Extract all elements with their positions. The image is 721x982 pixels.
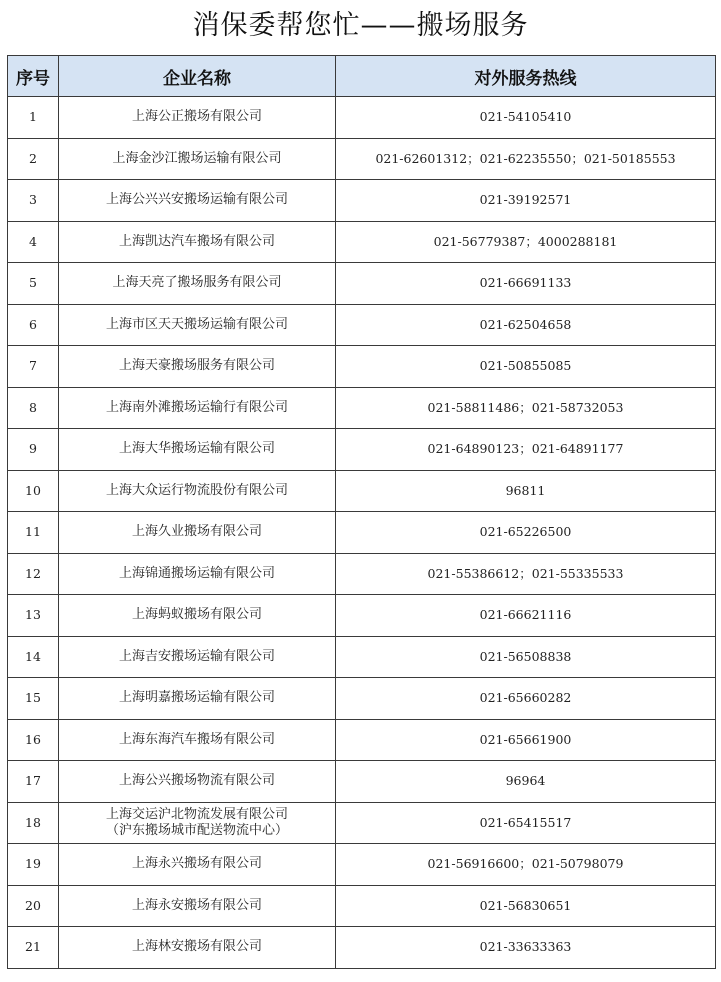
table-row [8,595,716,637]
row-service-hotline: 021-65660282 [336,678,716,720]
row-service-hotline: 021-65226500 [336,512,716,554]
row-service-hotline: 021-56508838 [336,636,716,678]
table-row [8,553,716,595]
row-serial-number: 13 [8,595,59,637]
row-service-hotline: 96811 [336,470,716,512]
row-service-hotline: 021-65415517 [336,802,716,844]
row-company-name: 上海大众运行物流股份有限公司 [105,482,288,498]
row-company-name-cell [59,885,336,927]
row-company-name-cell [59,719,336,761]
row-company-name-cell [59,221,336,263]
row-service-hotline: 021-56830651 [336,885,716,927]
table-row [8,221,716,263]
row-company-name: 上海公兴兴安搬场运输有限公司 [105,192,288,208]
table-body [8,97,716,969]
table-row [8,97,716,139]
row-service-hotline: 021-33633363 [336,927,716,969]
row-company-name-cell [59,180,336,222]
table-row [8,678,716,720]
row-company-name: 上海大华搬场运输有限公司 [118,441,275,457]
row-company-name: 上海金沙江搬场运输有限公司 [112,150,282,166]
row-company-name: 上海吉安搬场运输有限公司 [118,648,275,664]
row-company-name-cell [59,263,336,305]
table-row [8,636,716,678]
row-service-hotline: 021-56916600；021-50798079 [336,844,716,886]
row-serial-number: 4 [8,221,59,263]
row-company-name-cell [59,761,336,803]
table-row [8,761,716,803]
table-row [8,346,716,388]
table-row [8,304,716,346]
row-company-name-cell [59,678,336,720]
row-company-name-cell [59,512,336,554]
row-company-name: 上海东海汽车搬场有限公司 [118,731,275,747]
table-row [8,927,716,969]
row-company-name: 上海永兴搬场有限公司 [131,856,262,872]
row-serial-number: 5 [8,263,59,305]
row-company-name: 上海凯达汽车搬场有限公司 [118,233,275,249]
row-service-hotline: 021-39192571 [336,180,716,222]
row-company-name-cell [59,387,336,429]
table-row [8,387,716,429]
row-serial-number: 21 [8,927,59,969]
table-row [8,512,716,554]
table-row [8,719,716,761]
row-company-name: 上海明嘉搬场运输有限公司 [118,690,275,706]
header-row [8,56,716,97]
row-serial-number: 12 [8,553,59,595]
row-company-name: 上海公兴搬场物流有限公司 [118,773,275,789]
row-service-hotline: 021-65661900 [336,719,716,761]
row-company-name-cell [59,802,336,844]
row-company-name-cell [59,927,336,969]
row-service-hotline: 021-58811486；021-58732053 [336,387,716,429]
row-serial-number: 8 [8,387,59,429]
row-company-name: 上海天豪搬场服务有限公司 [118,358,275,374]
row-company-name-cell [59,304,336,346]
row-serial-number: 18 [8,802,59,844]
row-company-name: 上海天亮了搬场服务有限公司 [112,275,282,291]
page-title: 消保委帮您忙——搬场服务 [192,10,529,41]
row-service-hotline: 96964 [336,761,716,803]
row-service-hotline: 021-66621116 [336,595,716,637]
row-serial-number: 9 [8,429,59,471]
row-serial-number: 2 [8,138,59,180]
row-company-name-cell [59,97,336,139]
table-row [8,885,716,927]
row-service-hotline: 021-55386612；021-55335533 [336,553,716,595]
row-serial-number: 20 [8,885,59,927]
table-row [8,802,716,844]
row-serial-number: 7 [8,346,59,388]
row-serial-number: 15 [8,678,59,720]
row-service-hotline: 021-54105410 [336,97,716,139]
row-serial-number: 3 [8,180,59,222]
row-company-name: 上海锦通搬场运输有限公司 [118,565,275,581]
table-row [8,844,716,886]
header-serial-number: 序号 [8,56,59,97]
row-company-name: 上海永安搬场有限公司 [131,897,262,913]
row-service-hotline: 021-62601312；021-62235550；021-50185553 [336,138,716,180]
row-serial-number: 17 [8,761,59,803]
row-company-name: 上海公正搬场有限公司 [131,109,262,125]
row-serial-number: 10 [8,470,59,512]
row-service-hotline: 021-56779387；4000288181 [336,221,716,263]
moving-companies-table [7,55,716,969]
row-company-name-cell [59,138,336,180]
row-company-name: 上海林安搬场有限公司 [131,939,262,955]
header-company-name: 企业名称 [59,56,336,97]
row-service-hotline: 021-66691133 [336,263,716,305]
row-serial-number: 16 [8,719,59,761]
table-row [8,180,716,222]
row-company-name: 上海南外滩搬场运输行有限公司 [105,399,288,415]
row-company-name: 上海市区天天搬场运输有限公司 [105,316,288,332]
row-company-name-cell [59,553,336,595]
row-company-name-cell [59,595,336,637]
row-service-hotline: 021-50855085 [336,346,716,388]
table-row [8,470,716,512]
row-serial-number: 19 [8,844,59,886]
header-service-hotline: 对外服务热线 [336,56,716,97]
row-company-name: 上海交运沪北物流发展有限公司 [105,806,288,822]
row-serial-number: 11 [8,512,59,554]
table-header [8,56,716,97]
row-company-name-cell [59,470,336,512]
row-company-name-cell [59,636,336,678]
row-service-hotline: 021-62504658 [336,304,716,346]
table-row [8,263,716,305]
row-company-name-note: （沪东搬场城市配送物流中心） [105,822,288,838]
row-company-name-cell [59,429,336,471]
table-row [8,429,716,471]
row-serial-number: 6 [8,304,59,346]
row-company-name: 上海蚂蚁搬场有限公司 [131,607,262,623]
table-row [8,138,716,180]
row-company-name-cell [59,346,336,388]
row-company-name: 上海久业搬场有限公司 [131,524,262,540]
row-serial-number: 1 [8,97,59,139]
row-service-hotline: 021-64890123；021-64891177 [336,429,716,471]
row-company-name-cell [59,844,336,886]
row-serial-number: 14 [8,636,59,678]
